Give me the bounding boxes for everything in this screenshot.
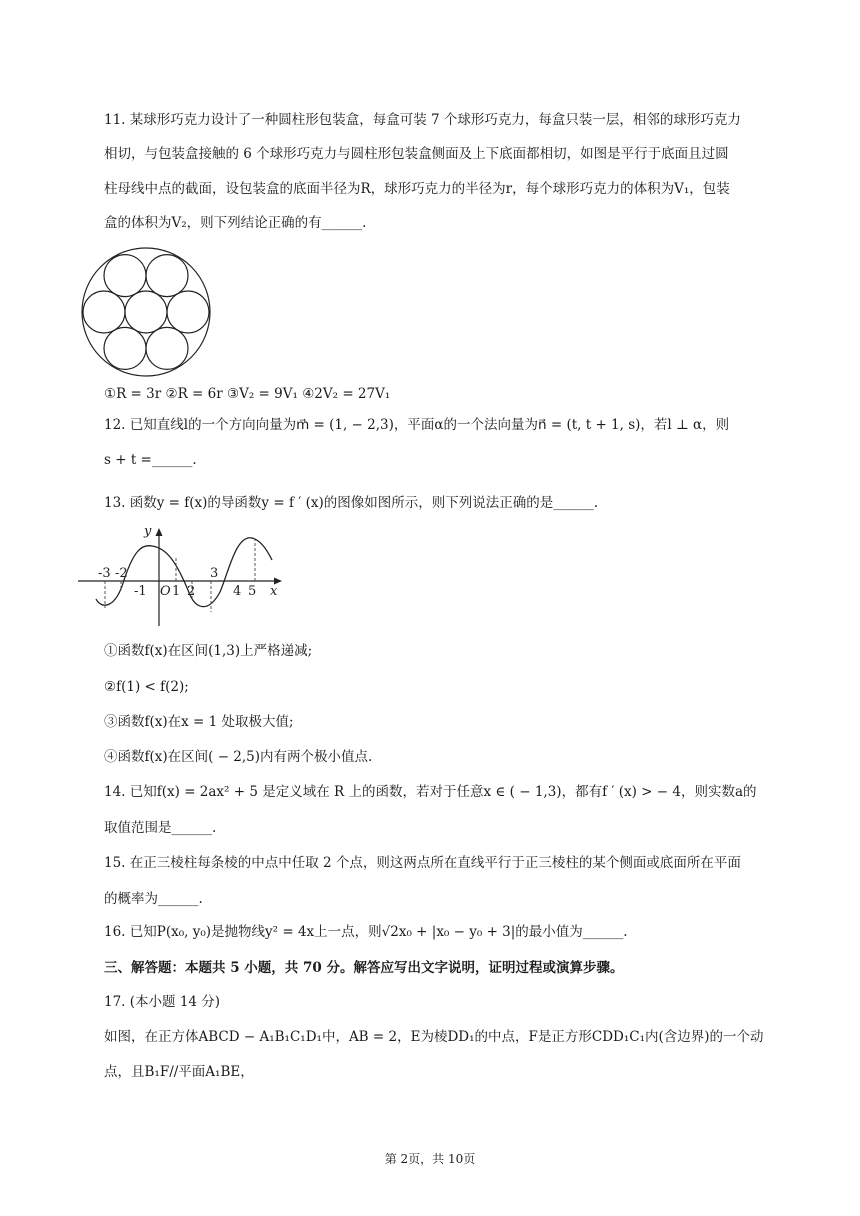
q17-line-1: 如图，在正方体ABCD − A₁B₁C₁D₁中，AB = 2，E为棱DD₁的中点，F是正方形CDD₁C₁内(含边界)的一个动 <box>104 1029 764 1045</box>
q15-line-1: 15. 在正三棱柱每条棱的中点中任取 2 个点，则这两点所在直线平行于正三棱柱的某个侧面或底面所在平面 <box>104 855 741 871</box>
tick-neg1: -1 <box>134 584 147 599</box>
q12-line-2: s + t =______. <box>104 452 197 468</box>
ball-top-left <box>104 255 146 297</box>
q11-line-1: 11. 某球形巧克力设计了一种圆柱形包装盒，每盒可装 7 个球形巧克力，每盒只装一层，相邻的球形巧克力 <box>104 112 741 128</box>
ball-bottom-right <box>146 327 188 369</box>
q14-line-2: 取值范围是______. <box>104 820 217 836</box>
q11-line-2: 相切，与包装盒接触的 6 个球形巧克力与圆柱形包装盒侧面及上下底面都相切，如图是平行于底面且过圆 <box>104 146 729 162</box>
q17-header: 17. (本小题 14 分) <box>104 994 221 1010</box>
tick-3: 3 <box>210 566 219 581</box>
tick-4: 4 <box>233 584 242 599</box>
q11-line-3: 柱母线中点的截面，设包装盒的底面半径为R，球形巧克力的半径为r，每个球形巧克力的体积为V₁，包装 <box>104 181 730 197</box>
q11-options: ①R = 3r ②R = 6r ③V₂ = 9V₁ ④2V₂ = 27V₁ <box>104 386 391 402</box>
origin-label: O <box>160 584 171 599</box>
tick-neg2: -2 <box>115 566 128 581</box>
seven-spheres-figure <box>80 246 214 380</box>
section-3-heading: 三、解答题：本题共 5 小题，共 70 分。解答应写出文字说明，证明过程或演算步骤。 <box>104 960 624 976</box>
q11-line-4: 盒的体积为V₂，则下列结论正确的有______. <box>104 215 367 231</box>
y-axis-label: y <box>144 524 152 539</box>
q13-option-2: ②f(1) < f(2); <box>104 679 189 695</box>
q15-line-2: 的概率为______. <box>104 891 203 907</box>
q13-line: 13. 函数y = f(x)的导函数y = f ′ (x)的图像如图所示，则下列说法正确的是______. <box>104 495 599 511</box>
q13-option-3: ③函数f(x)在x = 1 处取极大值; <box>104 714 294 730</box>
tick-2: 2 <box>187 584 196 599</box>
y-axis-arrow <box>156 528 163 536</box>
outer-circle <box>82 248 210 376</box>
ball-right <box>167 291 209 333</box>
tick-5: 5 <box>248 584 257 599</box>
ball-left <box>83 291 125 333</box>
center-ball <box>125 291 167 333</box>
q17-line-2: 点，且B₁F//平面A₁BE， <box>104 1064 254 1080</box>
ball-top-right <box>146 255 188 297</box>
q16-line: 16. 已知P(x₀, y₀)是抛物线y² = 4x上一点，则√2x₀ + |x₀ − y₀ + 3|的最小值为______. <box>104 924 628 940</box>
ball-bottom-left <box>104 327 146 369</box>
q13-option-1: ①函数f(x)在区间(1,3)上严格递减; <box>104 643 313 659</box>
q12-line-1: 12. 已知直线l的一个方向向量为m⃗ = (1, − 2,3)，平面α的一个法向量为n⃗ = (t, t + 1, s)，若l ⊥ α，则 <box>104 417 730 433</box>
tick-neg3: -3 <box>98 566 111 581</box>
q14-line-1: 14. 已知f(x) = 2ax² + 5 是定义域在 R 上的函数，若对于任意x ∈ ( − 1,3)，都有f ′ (x) > − 4，则实数a的 <box>104 784 757 800</box>
tick-1: 1 <box>172 584 181 599</box>
page-footer: 第 2页，共 10页 <box>384 1152 476 1166</box>
x-axis-label: x <box>270 584 278 599</box>
derivative-graph <box>76 520 286 630</box>
q13-option-4: ④函数f(x)在区间( − 2,5)内有两个极小值点. <box>104 749 373 765</box>
